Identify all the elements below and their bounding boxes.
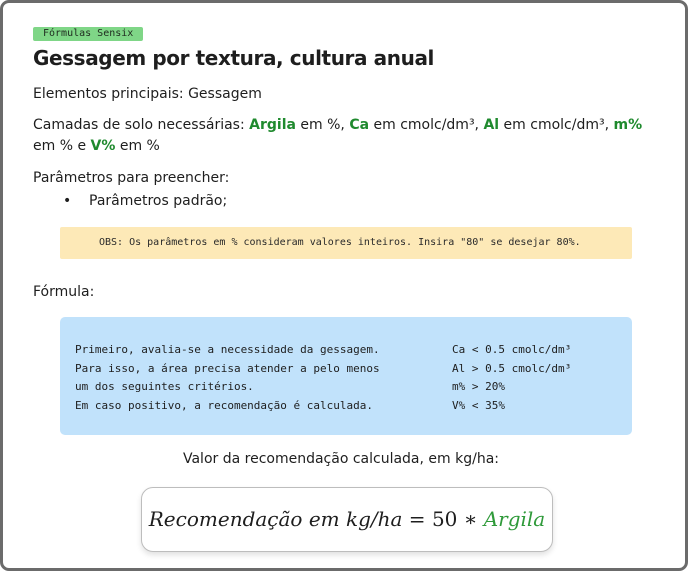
parameters-label: Parâmetros para preencher: <box>33 170 230 186</box>
layer-m-unit: em % e <box>33 138 91 154</box>
layer-v-unit: em % <box>115 138 160 154</box>
layer-argila-unit: em %, <box>295 117 350 133</box>
layer-al-unit: em cmolc/dm³, <box>499 117 614 133</box>
equation-box <box>141 487 553 552</box>
main-elements-text: Elementos principais: Gessagem <box>33 86 262 102</box>
code-line <box>75 397 632 416</box>
layer-v: V% <box>90 138 116 154</box>
layer-argila: Argila <box>249 117 296 133</box>
code-text: Primeiro, avalia-se a necessidade da gessagem. <box>75 343 380 356</box>
parameters-list-item <box>63 191 227 212</box>
formula-code-block <box>60 317 632 435</box>
equation-lhs: Recomendação em kg/ha <box>148 507 403 531</box>
bullet-icon: • <box>63 193 72 209</box>
result-label: Valor da recomendação calculada, em kg/ha: <box>182 451 499 467</box>
obs-note: OBS: Os parâmetros em % consideram valores inteiros. Insira "80" se desejar 80%. <box>60 227 632 259</box>
layer-al: Al <box>483 117 500 133</box>
code-criterion: V% < 35% <box>452 398 505 412</box>
page-title: Gessagem por textura, cultura anual <box>33 46 434 70</box>
soil-layers-prefix: Camadas de solo necessárias: <box>33 117 250 133</box>
layer-ca-unit: em cmolc/dm³, <box>369 117 484 133</box>
soil-layers-text <box>33 115 653 157</box>
code-criterion: Al > 0.5 cmolc/dm³ <box>452 361 572 375</box>
code-criterion: Ca < 0.5 cmolc/dm³ <box>452 343 572 356</box>
layer-m: m% <box>613 117 643 133</box>
equation-factor: 50 <box>431 507 458 531</box>
code-text: um dos seguintes critérios. <box>75 380 254 393</box>
formula-label: Fórmula: <box>33 284 95 300</box>
code-line <box>75 360 632 379</box>
code-line <box>75 341 632 360</box>
code-text: Para isso, a área precisa atender a pelo menos <box>75 361 380 375</box>
equation-equals: = <box>402 507 432 531</box>
layer-ca: Ca <box>349 117 370 133</box>
source-badge: Fórmulas Sensix <box>33 27 143 41</box>
code-text: Em caso positivo, a recomendação é calculada. <box>75 398 374 412</box>
equation-times: ∗ <box>457 507 484 531</box>
code-line <box>75 378 632 397</box>
equation-variable: Argila <box>483 507 546 531</box>
code-criterion: m% > 20% <box>452 380 505 393</box>
parameters-item-text: Parâmetros padrão; <box>89 193 228 209</box>
